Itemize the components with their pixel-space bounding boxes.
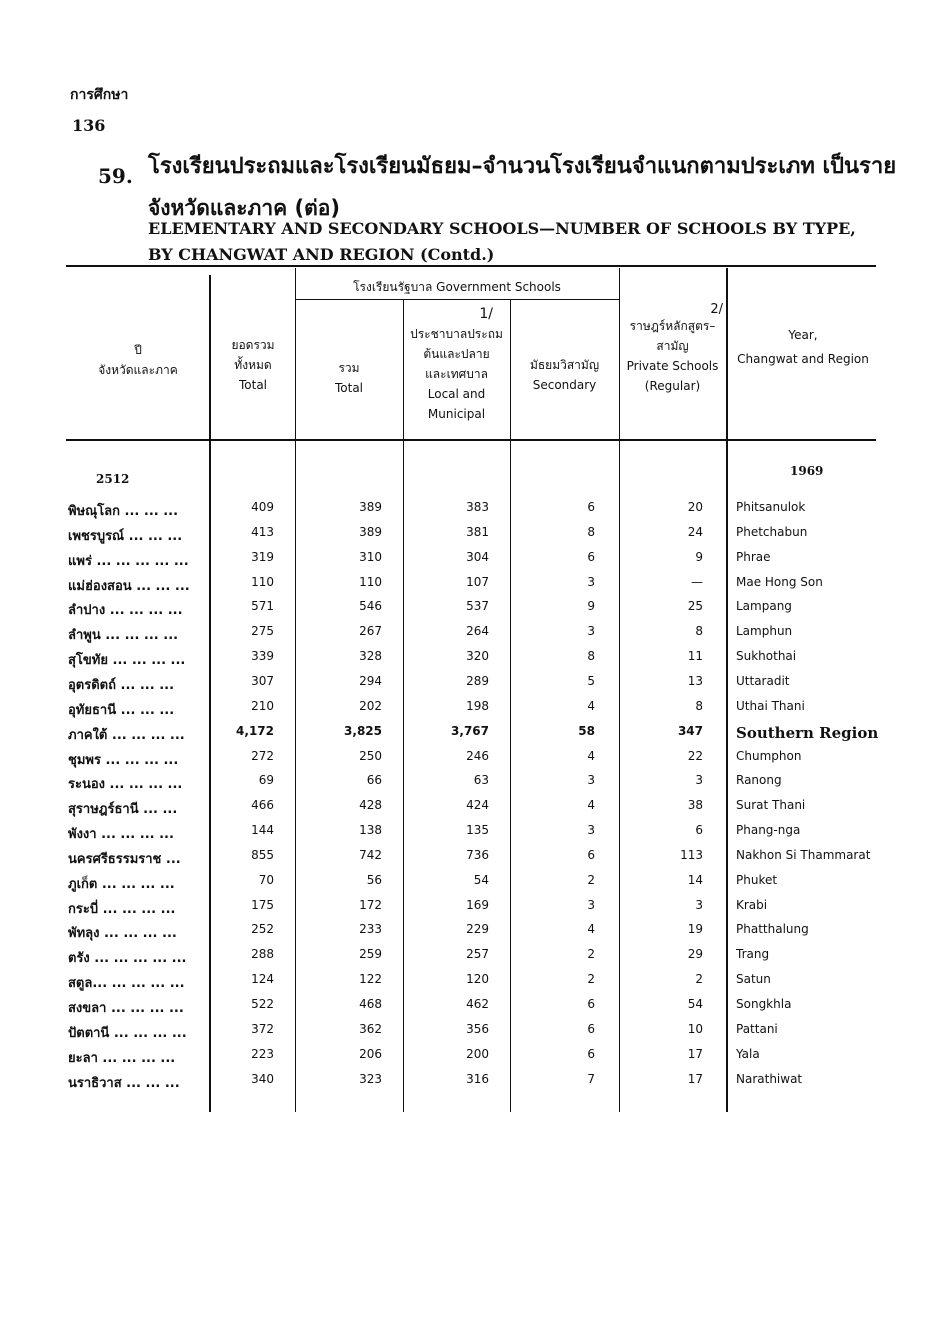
secondary-cell: 58	[578, 723, 595, 738]
changwat-english: Southern Region	[736, 723, 879, 742]
table-row	[0, 575, 943, 599]
private-cell: 20	[687, 500, 703, 514]
changwat-thai: แพร่ ... ... ... ... ...	[68, 553, 189, 569]
local-municipal-cell: 54	[473, 872, 489, 887]
changwat-thai: ยะลา ... ... ... ...	[68, 1050, 176, 1066]
local-municipal-cell: 320	[466, 649, 489, 664]
local-municipal-cell: 736	[466, 847, 489, 862]
header-total-th-1: ยอดรวม	[231, 338, 275, 352]
secondary-cell: 6	[587, 1021, 595, 1036]
year-label-english: 1969	[790, 464, 824, 478]
section-label: การศึกษา	[70, 87, 129, 103]
local-municipal-cell: 169	[466, 897, 489, 912]
header-local-footnote: 1/	[479, 306, 493, 322]
changwat-thai: กระบี่ ... ... ... ...	[68, 901, 176, 917]
local-municipal-cell: 246	[466, 748, 489, 763]
private-cell: 2	[695, 972, 703, 987]
total-cell: 413	[251, 524, 274, 539]
changwat-thai: ภาคใต้ ... ... ... ...	[68, 727, 185, 743]
secondary-cell: 4	[587, 798, 595, 813]
changwat-english: Phatthalung	[736, 922, 809, 937]
changwat-english: Krabi	[736, 897, 768, 912]
private-cell: 22	[687, 748, 703, 763]
header-year-en: Year,	[788, 328, 818, 342]
secondary-cell: 6	[587, 549, 595, 564]
gov-total-cell: 389	[359, 500, 382, 514]
local-municipal-cell: 63	[473, 773, 489, 788]
changwat-english: Pattani	[736, 1021, 778, 1036]
private-cell: 14	[687, 872, 703, 887]
local-municipal-cell: 289	[466, 673, 489, 688]
table-row	[0, 972, 943, 996]
total-cell: 409	[251, 500, 274, 514]
changwat-thai: ภูเก็ต ... ... ... ...	[68, 876, 175, 892]
changwat-thai: นราธิวาส ... ... ...	[68, 1075, 180, 1091]
total-cell: 210	[251, 698, 274, 713]
secondary-cell: 4	[587, 748, 595, 763]
table-row	[0, 749, 943, 773]
private-cell: 17	[687, 1071, 703, 1086]
header-total-en: Total	[238, 378, 268, 392]
secondary-cell: 5	[587, 673, 595, 688]
gov-total-cell: 122	[359, 972, 382, 987]
gov-total-cell: 362	[359, 1021, 382, 1036]
changwat-english: Phang-nga	[736, 823, 801, 838]
table-row	[0, 599, 943, 623]
private-cell: 8	[695, 698, 703, 713]
header-secondary-th: มัธยมวิสามัญ	[529, 358, 600, 372]
private-cell: 24	[687, 524, 703, 539]
table-row	[0, 525, 943, 549]
gov-total-cell: 3,825	[344, 723, 382, 738]
header-private-en-1: Private Schools	[626, 359, 719, 373]
changwat-english: Phrae	[736, 549, 771, 564]
changwat-thai: อุทัยธานี ... ... ...	[68, 702, 175, 718]
private-cell: 13	[687, 673, 703, 688]
table-row	[0, 947, 943, 971]
changwat-thai: สตูล... ... ... ... ...	[68, 976, 185, 992]
changwat-english: Uthai Thani	[736, 698, 805, 713]
table-row	[0, 1047, 943, 1071]
table-row	[0, 674, 943, 698]
local-municipal-cell: 200	[466, 1046, 489, 1061]
changwat-english: Lamphun	[736, 624, 793, 639]
secondary-cell: 4	[587, 922, 595, 937]
changwat-thai: พิษณุโลก ... ... ...	[68, 504, 179, 519]
private-cell: —	[691, 574, 703, 589]
changwat-thai: ลำพูน ... ... ... ...	[68, 628, 179, 644]
header-year-changwat-thai	[70, 340, 206, 380]
gov-total-cell: 110	[359, 574, 382, 589]
header-total-th-2: ทั้งหมด	[234, 358, 272, 372]
local-municipal-cell: 135	[466, 823, 489, 838]
table-row	[0, 922, 943, 946]
local-municipal-cell: 264	[466, 624, 489, 639]
gov-total-cell: 742	[359, 847, 382, 862]
gov-total-cell: 250	[359, 748, 382, 763]
gov-total-cell: 56	[366, 872, 382, 887]
header-gov-total	[296, 358, 402, 398]
table-row	[0, 898, 943, 922]
changwat-english: Lampang	[736, 599, 792, 614]
header-government-schools: โรงเรียนรัฐบาล Government Schools	[353, 280, 561, 294]
header-secondary-en: Secondary	[532, 378, 597, 392]
local-municipal-cell: 120	[466, 972, 489, 987]
gov-total-cell: 259	[359, 947, 382, 962]
local-municipal-cell: 304	[466, 549, 489, 564]
total-cell: 307	[251, 673, 274, 688]
changwat-english: Ranong	[736, 773, 782, 788]
total-cell: 69	[258, 773, 274, 788]
title-english-line2: BY CHANGWAT AND REGION (Contd.)	[148, 245, 495, 264]
header-year-th: ปี	[134, 343, 142, 357]
gov-total-cell: 389	[359, 524, 382, 539]
secondary-cell: 2	[587, 872, 595, 887]
changwat-english: Trang	[736, 947, 770, 962]
header-private-footnote: 2/	[710, 302, 723, 317]
gov-total-cell: 202	[359, 698, 382, 713]
private-cell: 38	[687, 798, 703, 813]
changwat-thai: นครศรีธรรมราช ...	[68, 851, 181, 867]
changwat-thai: ระนอง ... ... ... ...	[68, 777, 183, 793]
secondary-cell: 7	[587, 1071, 595, 1086]
total-cell: 372	[251, 1021, 274, 1036]
total-cell: 223	[251, 1046, 274, 1061]
total-cell: 70	[258, 872, 274, 887]
changwat-english: Nakhon Si Thammarat	[736, 847, 871, 862]
secondary-cell: 3	[587, 823, 595, 838]
secondary-cell: 8	[587, 649, 595, 664]
changwat-thai: แม่ฮ่องสอน ... ... ...	[68, 578, 190, 594]
page-number: 136	[72, 116, 106, 135]
local-municipal-cell: 381	[466, 524, 489, 539]
changwat-thai: เพชรบูรณ์ ... ... ...	[68, 528, 183, 544]
header-year-changwat-english	[729, 325, 877, 369]
title-thai-line1: โรงเรียนประถมและโรงเรียนมัธยม–จำนวนโรงเรียนจำแนกตามประเภท เป็นราย	[148, 154, 897, 179]
private-cell: 25	[687, 599, 703, 614]
secondary-cell: 6	[587, 847, 595, 862]
header-changwat-en: Changwat and Region	[737, 352, 869, 366]
gov-total-cell: 294	[359, 673, 382, 688]
changwat-english: Chumphon	[736, 748, 802, 763]
gov-total-cell: 310	[359, 549, 382, 564]
local-municipal-cell: 356	[466, 1021, 489, 1036]
changwat-thai: พัทลุง ... ... ... ...	[68, 926, 177, 942]
total-cell: 175	[251, 897, 274, 912]
private-cell: 6	[695, 823, 703, 838]
secondary-cell: 4	[587, 698, 595, 713]
changwat-thai: ชุมพร ... ... ... ...	[68, 752, 179, 768]
changwat-english: Yala	[736, 1046, 760, 1061]
table-row	[0, 624, 943, 648]
table-row	[0, 773, 943, 797]
changwat-english: Uttaradit	[736, 673, 790, 688]
title-english-line1: ELEMENTARY AND SECONDARY SCHOOLS—NUMBER OF SCHOOLS BY TYPE,	[148, 219, 856, 238]
title-thai-line2: จังหวัดและภาค (ต่อ)	[148, 196, 340, 220]
local-municipal-cell: 383	[466, 500, 489, 514]
table-number: 59.	[98, 164, 133, 188]
private-cell: 347	[677, 723, 703, 738]
table-row	[0, 823, 943, 847]
header-private-schools	[620, 304, 725, 396]
gov-total-cell: 233	[359, 922, 382, 937]
table-row	[0, 550, 943, 574]
total-cell: 110	[251, 574, 274, 589]
private-cell: 9	[695, 549, 703, 564]
table-row	[0, 699, 943, 723]
local-municipal-cell: 537	[466, 599, 489, 614]
header-private-en-2: (Regular)	[644, 379, 701, 393]
total-cell: 855	[251, 847, 274, 862]
total-cell: 252	[251, 922, 274, 937]
private-cell: 17	[687, 1046, 703, 1061]
private-cell: 11	[687, 649, 703, 664]
header-total	[212, 335, 294, 395]
private-cell: 8	[695, 624, 703, 639]
header-local-en-1: Local and	[427, 387, 486, 401]
total-cell: 124	[251, 972, 274, 987]
table-row	[0, 1022, 943, 1046]
total-cell: 466	[251, 798, 274, 813]
private-cell: 54	[687, 997, 703, 1011]
secondary-cell: 2	[587, 947, 595, 962]
changwat-thai: อุตรดิตถ์ ... ... ...	[68, 677, 175, 693]
gov-group-rule	[295, 299, 619, 300]
header-bottom-rule	[66, 439, 876, 441]
total-cell: 288	[251, 947, 274, 962]
header-gov-total-en: Total	[334, 381, 364, 395]
total-cell: 522	[251, 997, 274, 1011]
local-municipal-cell: 257	[466, 947, 489, 962]
changwat-thai: สุราษฎร์ธานี ... ...	[68, 802, 178, 818]
secondary-cell: 9	[587, 599, 595, 614]
secondary-cell: 3	[587, 574, 595, 589]
private-cell: 113	[680, 847, 703, 862]
table-row	[0, 873, 943, 897]
secondary-cell: 2	[587, 972, 595, 987]
total-cell: 272	[251, 748, 274, 763]
changwat-english: Mae Hong Son	[736, 574, 823, 589]
header-private-th-1: ราษฎร์หลักสูตร–	[629, 319, 716, 333]
gov-total-cell: 172	[359, 897, 382, 912]
changwat-english: Surat Thani	[736, 798, 806, 813]
table-row	[0, 649, 943, 673]
secondary-cell: 6	[587, 500, 595, 514]
secondary-cell: 6	[587, 997, 595, 1011]
total-cell: 319	[251, 549, 274, 564]
header-changwat-th: จังหวัดและภาค	[98, 363, 178, 377]
header-local-th-3: และเทศบาล	[425, 367, 488, 381]
total-cell: 275	[251, 624, 274, 639]
local-municipal-cell: 462	[466, 997, 489, 1011]
secondary-cell: 6	[587, 1046, 595, 1061]
total-cell: 340	[251, 1071, 274, 1086]
table-row	[0, 500, 943, 524]
local-municipal-cell: 229	[466, 922, 489, 937]
total-cell: 571	[251, 599, 274, 614]
changwat-english: Narathiwat	[736, 1071, 803, 1086]
gov-total-cell: 546	[359, 599, 382, 614]
changwat-english: Sukhothai	[736, 649, 797, 664]
changwat-thai: สุโขทัย ... ... ... ...	[68, 653, 186, 669]
gov-total-cell: 138	[359, 823, 382, 838]
total-cell: 4,172	[236, 723, 274, 738]
secondary-cell: 3	[587, 897, 595, 912]
changwat-english: Phuket	[736, 872, 778, 887]
local-municipal-cell: 424	[466, 798, 489, 813]
header-local-th-2: ต้นและปลาย	[423, 347, 490, 361]
header-local-th-1: ประชาบาลประถม	[410, 327, 503, 341]
total-cell: 339	[251, 649, 274, 664]
local-municipal-cell: 198	[466, 698, 489, 713]
year-label-thai: 2512	[96, 472, 130, 486]
private-cell: 29	[687, 947, 703, 962]
local-municipal-cell: 107	[466, 574, 489, 589]
header-local-municipal	[404, 304, 509, 424]
changwat-thai: พังงา ... ... ... ...	[68, 827, 174, 843]
header-secondary	[511, 355, 618, 395]
table-row	[0, 724, 943, 748]
changwat-thai: ลำปาง ... ... ... ...	[68, 603, 183, 619]
gov-total-cell: 468	[359, 997, 382, 1011]
gov-total-cell: 328	[359, 649, 382, 664]
gov-total-cell: 428	[359, 798, 382, 813]
changwat-thai: สงขลา ... ... ... ...	[68, 1001, 184, 1016]
changwat-english: Songkhla	[736, 997, 792, 1011]
secondary-cell: 3	[587, 773, 595, 788]
header-gov-total-th: รวม	[338, 361, 360, 375]
private-cell: 3	[695, 897, 703, 912]
gov-total-cell: 323	[359, 1071, 382, 1086]
changwat-english: Phitsanulok	[736, 500, 806, 514]
table-row	[0, 798, 943, 822]
gov-total-cell: 206	[359, 1046, 382, 1061]
local-municipal-cell: 316	[466, 1071, 489, 1086]
table-row	[0, 997, 943, 1021]
private-cell: 3	[695, 773, 703, 788]
changwat-english: Satun	[736, 972, 771, 987]
changwat-english: Phetchabun	[736, 524, 808, 539]
secondary-cell: 8	[587, 524, 595, 539]
changwat-thai: ตรัง ... ... ... ... ...	[68, 951, 187, 967]
changwat-thai: ปัตตานี ... ... ... ...	[68, 1025, 187, 1041]
private-cell: 10	[687, 1021, 703, 1036]
gov-total-cell: 267	[359, 624, 382, 639]
table-row	[0, 848, 943, 872]
private-cell: 19	[687, 922, 703, 937]
gov-total-cell: 66	[366, 773, 382, 788]
secondary-cell: 3	[587, 624, 595, 639]
table-row	[0, 1072, 943, 1096]
total-cell: 144	[251, 823, 274, 838]
header-private-th-2: สามัญ	[656, 339, 689, 353]
local-municipal-cell: 3,767	[451, 723, 489, 738]
header-local-en-2: Municipal	[427, 407, 486, 421]
table-top-rule	[66, 265, 876, 267]
